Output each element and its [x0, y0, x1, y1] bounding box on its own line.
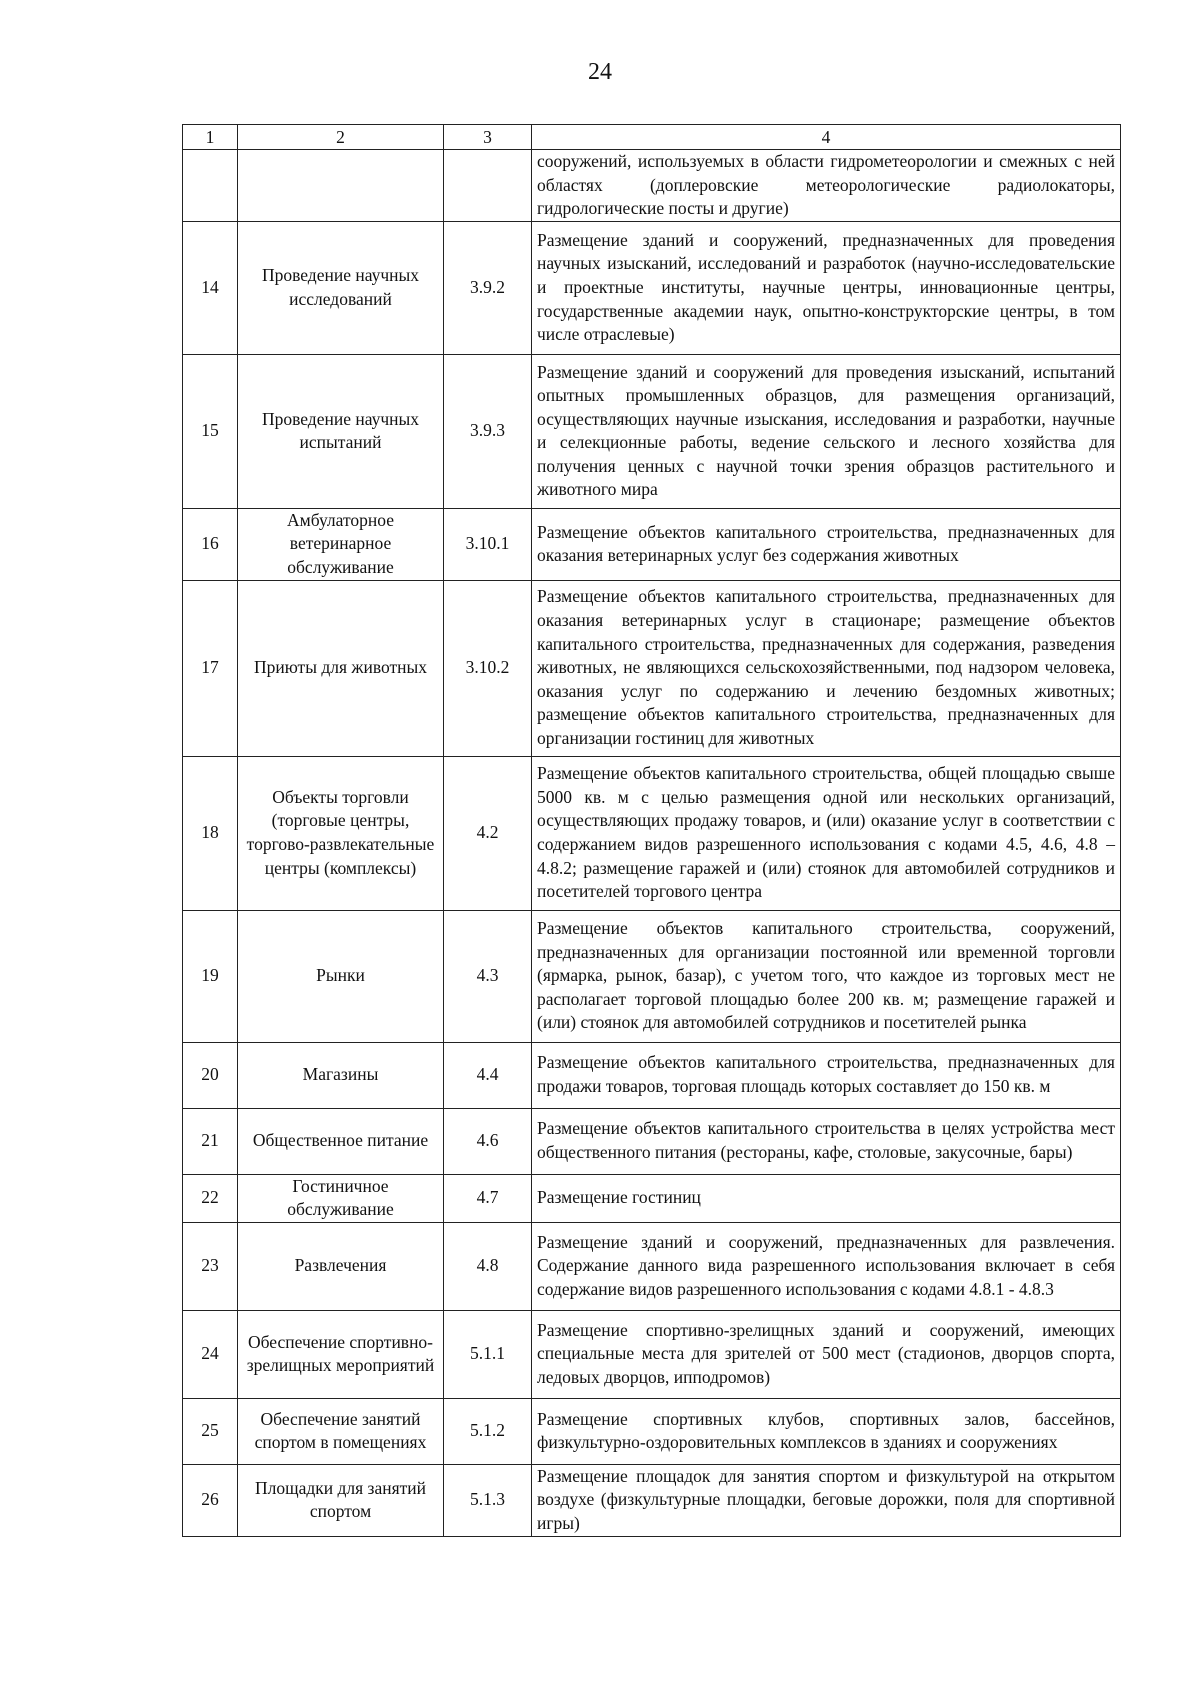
use-name: Гостиничное обслуживание	[238, 1174, 444, 1222]
use-description: Размещение площадок для занятия спортом и физкультурой на открытом воздухе (физкультурные площадки, беговые дорожки, поля для спортивной игры)	[532, 1464, 1121, 1536]
use-code: 3.10.2	[444, 580, 532, 756]
row-number: 22	[183, 1174, 238, 1222]
use-name: Общественное питание	[238, 1108, 444, 1174]
use-description: Размещение зданий и сооружений, предназначенных для развлечения. Содержание данного вида разрешенного использования включает в себя содержание видов разрешенного использования с кодами 4.8.1 - 4.8.3	[532, 1222, 1121, 1310]
use-code: 5.1.1	[444, 1310, 532, 1398]
use-description: Размещение объектов капитального строительства, предназначенных для оказания ветеринарных услуг без содержания животных	[532, 508, 1121, 580]
use-description: Размещение спортивных клубов, спортивных залов, бассейнов, физкультурно-оздоровительных комплексов в зданиях и сооружениях	[532, 1398, 1121, 1464]
use-name: Проведение научных испытаний	[238, 354, 444, 508]
use-code: 4.3	[444, 910, 532, 1042]
use-name: Магазины	[238, 1042, 444, 1108]
table-row	[183, 1464, 1121, 1536]
row-number: 24	[183, 1310, 238, 1398]
use-description: Размещение зданий и сооружений для проведения изысканий, испытаний опытных промышленных образцов, для размещения организаций, осуществляющих научные изыскания, исследования и разработки, научные и селекционные работы, ведение сельского и лесного хозяйства для получения ценных с научной точки зрения образцов растительного и животного мира	[532, 354, 1121, 508]
row-number: 19	[183, 910, 238, 1042]
table-row	[183, 508, 1121, 580]
table-header	[183, 125, 1121, 150]
use-description: Размещение зданий и сооружений, предназначенных для проведения научных изысканий, исследований и разработок (научно-исследовательские и проектные институты, научные центры, инновационные центры, государственные академии наук, опытно-конструкторские центры, в том числе отраслевые)	[532, 221, 1121, 354]
use-code	[444, 150, 532, 222]
table-row	[183, 1174, 1121, 1222]
row-number: 25	[183, 1398, 238, 1464]
use-name: Проведение научных исследований	[238, 221, 444, 354]
use-name: Развлечения	[238, 1222, 444, 1310]
use-code: 4.8	[444, 1222, 532, 1310]
row-number: 23	[183, 1222, 238, 1310]
table-body	[183, 150, 1121, 1537]
row-number: 20	[183, 1042, 238, 1108]
header-col-2: 2	[238, 125, 444, 150]
use-name	[238, 150, 444, 222]
use-name: Обеспечение спортивно-зрелищных мероприятий	[238, 1310, 444, 1398]
use-description: Размещение гостиниц	[532, 1174, 1121, 1222]
use-name: Обеспечение занятий спортом в помещениях	[238, 1398, 444, 1464]
use-code: 4.2	[444, 756, 532, 910]
row-number: 21	[183, 1108, 238, 1174]
use-code: 3.9.2	[444, 221, 532, 354]
use-code: 4.4	[444, 1042, 532, 1108]
use-code: 3.9.3	[444, 354, 532, 508]
header-col-4: 4	[532, 125, 1121, 150]
use-description: Размещение объектов капитального строительства в целях устройства мест общественного питания (рестораны, кафе, столовые, закусочные, бары)	[532, 1108, 1121, 1174]
use-description: сооружений, используемых в области гидрометеорологии и смежных с ней областях (доплеровские метеорологические радиолокаторы, гидрологические посты и другие)	[532, 150, 1121, 222]
table-row	[183, 580, 1121, 756]
use-description: Размещение спортивно-зрелищных зданий и сооружений, имеющих специальные места для зрителей от 500 мест (стадионов, дворцов спорта, ледовых дворцов, ипподромов)	[532, 1310, 1121, 1398]
table-row	[183, 354, 1121, 508]
table-row	[183, 1398, 1121, 1464]
use-code: 5.1.2	[444, 1398, 532, 1464]
row-number: 17	[183, 580, 238, 756]
use-name: Объекты торговли (торговые центры, торгово-развлекательные центры (комплексы)	[238, 756, 444, 910]
use-description: Размещение объектов капитального строительства, предназначенных для продажи товаров, торговая площадь которых составляет до 150 кв. м	[532, 1042, 1121, 1108]
use-code: 5.1.3	[444, 1464, 532, 1536]
table-row	[183, 221, 1121, 354]
use-description: Размещение объектов капитального строительства, предназначенных для оказания ветеринарных услуг в стационаре; размещение объектов капитального строительства, предназначенных для содержания, разведения животных, не являющихся сельскохозяйственными, под надзором человека, оказания услуг по содержанию и лечению бездомных животных; размещение объектов капитального строительства, предназначенных для организации гостиниц для животных	[532, 580, 1121, 756]
table-row	[183, 1108, 1121, 1174]
row-number: 16	[183, 508, 238, 580]
table-row	[183, 1042, 1121, 1108]
use-name: Приюты для животных	[238, 580, 444, 756]
use-description: Размещение объектов капитального строительства, сооружений, предназначенных для организации постоянной или временной торговли (ярмарка, рынок, базар), с учетом того, что каждое из торговых мест не располагает торговой площадью более 200 кв. м; размещение гаражей и (или) стоянок для автомобилей сотрудников и посетителей рынка	[532, 910, 1121, 1042]
row-number: 15	[183, 354, 238, 508]
header-col-1: 1	[183, 125, 238, 150]
use-name: Рынки	[238, 910, 444, 1042]
table-row	[183, 756, 1121, 910]
table-row-continuation	[183, 150, 1121, 222]
table-row	[183, 1222, 1121, 1310]
use-code: 4.6	[444, 1108, 532, 1174]
use-name: Площадки для занятий спортом	[238, 1464, 444, 1536]
table-row	[183, 1310, 1121, 1398]
row-number: 14	[183, 221, 238, 354]
use-description: Размещение объектов капитального строительства, общей площадью свыше 5000 кв. м с целью размещения одной или нескольких организаций, осуществляющих продажу товаров, и (или) оказание услуг в соответствии с содержанием видов разрешенного использования с кодами 4.5, 4.6, 4.8 – 4.8.2; размещение гаражей и (или) стоянок для автомобилей сотрудников и посетителей торгового центра	[532, 756, 1121, 910]
use-name: Амбулаторное ветеринарное обслуживание	[238, 508, 444, 580]
page-number: 24	[588, 59, 612, 85]
header-row	[183, 125, 1121, 150]
table-row	[183, 910, 1121, 1042]
use-code: 4.7	[444, 1174, 532, 1222]
row-number: 18	[183, 756, 238, 910]
row-number	[183, 150, 238, 222]
row-number: 26	[183, 1464, 238, 1536]
use-code: 3.10.1	[444, 508, 532, 580]
land-use-table	[182, 124, 1121, 1537]
header-col-3: 3	[444, 125, 532, 150]
